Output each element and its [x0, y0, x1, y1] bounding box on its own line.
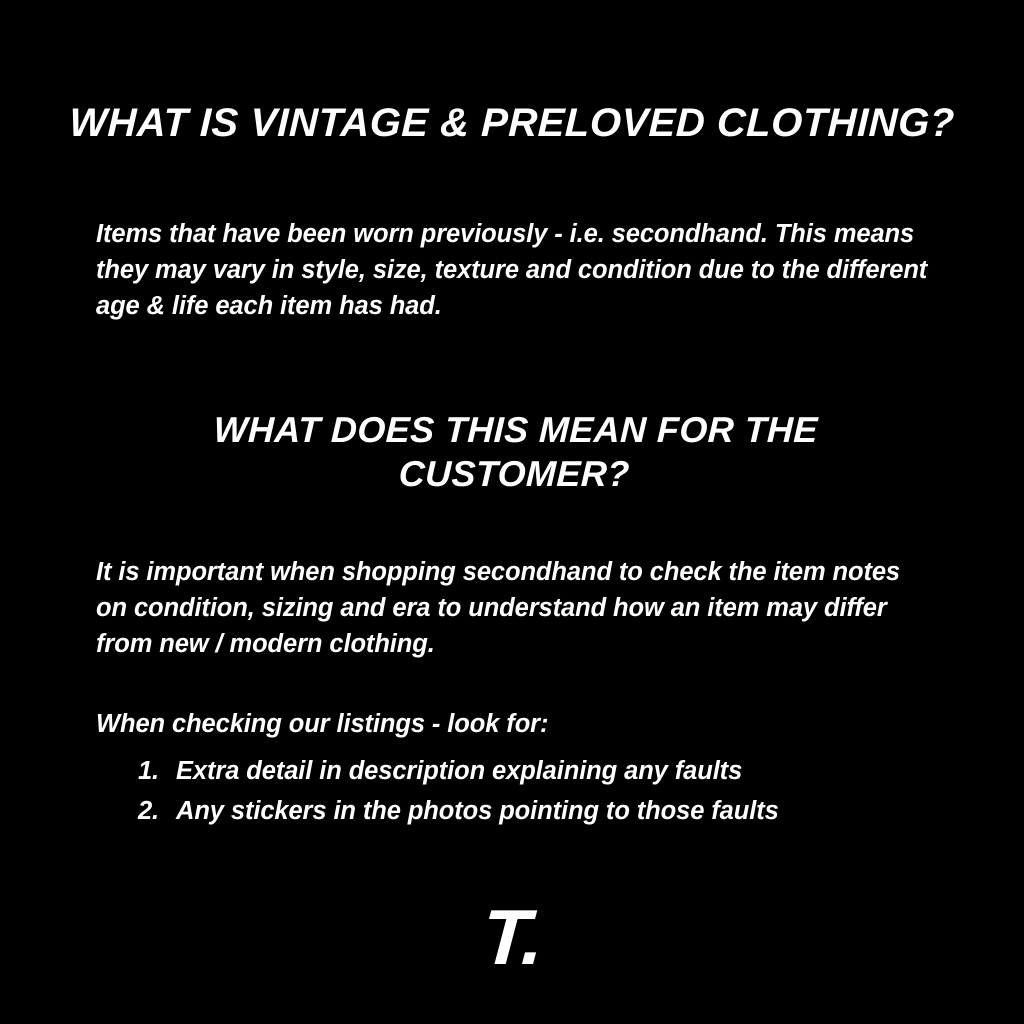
brand-logo: T.: [479, 893, 545, 981]
list-item: 2. Any stickers in the photos pointing to those faults: [166, 792, 986, 832]
listings-lead-in: When checking our listings - look for:: [96, 709, 549, 738]
intro-paragraph: Items that have been worn previously - i.e. secondhand. This means they may vary in style, size, texture and condition due to the different age & life each item has had.: [96, 219, 928, 321]
checklist: [118, 752, 986, 831]
customer-paragraph: It is important when shopping secondhand to check the item notes on condition, sizing and era to understand how an item may differ from new / modern clothing.: [96, 557, 901, 659]
section-heading-customer: WHAT DOES THIS MEAN FOR THE CUSTOMER?: [213, 408, 819, 494]
list-item: 1. Extra detail in description explaining any faults: [166, 752, 986, 792]
page-title: WHAT IS VINTAGE & PRELOVED CLOTHING?: [68, 100, 956, 145]
